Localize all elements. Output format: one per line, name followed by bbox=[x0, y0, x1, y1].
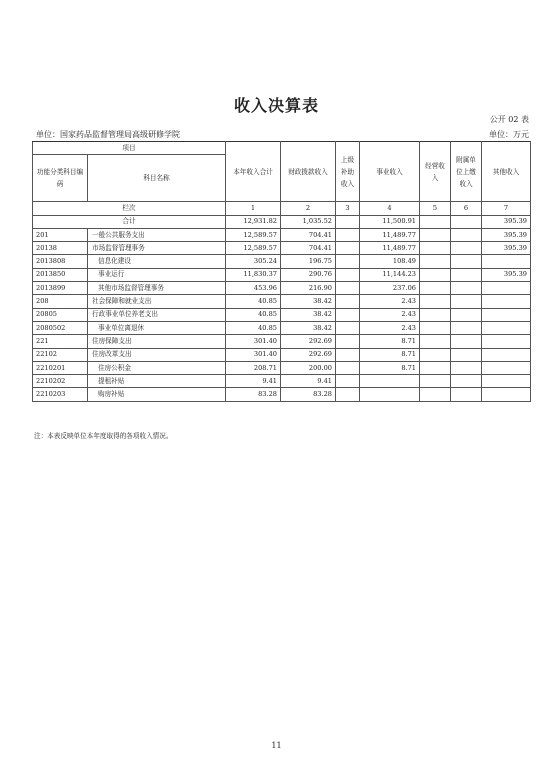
cell-other: 395.39 bbox=[482, 242, 531, 255]
total-label: 合计 bbox=[33, 215, 226, 228]
total-cell-fiscal: 1,035.52 bbox=[281, 215, 336, 228]
cell-name: 购房补贴 bbox=[88, 388, 226, 401]
cell-affiliated bbox=[451, 348, 482, 361]
cell-name: 其他市场监督管理事务 bbox=[88, 282, 226, 295]
cell-other bbox=[482, 282, 531, 295]
cell-code: 20138 bbox=[33, 242, 88, 255]
cell-total: 453.96 bbox=[226, 282, 281, 295]
cell-name: 市场监督管理事务 bbox=[88, 242, 226, 255]
table-row bbox=[33, 348, 531, 361]
cell-code: 201 bbox=[33, 228, 88, 241]
cell-total: 40.85 bbox=[226, 295, 281, 308]
cell-other bbox=[482, 388, 531, 401]
cell-code: 2013850 bbox=[33, 268, 88, 281]
cell-total: 12,589.57 bbox=[226, 228, 281, 241]
cell-operating bbox=[420, 255, 451, 268]
cell-fiscal: 196.75 bbox=[281, 255, 336, 268]
table-row bbox=[33, 308, 531, 321]
cell-business: 8.71 bbox=[360, 348, 420, 361]
cell-other bbox=[482, 308, 531, 321]
cell-total: 301.40 bbox=[226, 348, 281, 361]
cell-operating bbox=[420, 375, 451, 388]
cell-business bbox=[360, 388, 420, 401]
cell-business: 108.49 bbox=[360, 255, 420, 268]
cell-code: 208 bbox=[33, 295, 88, 308]
cell-fiscal: 704.41 bbox=[281, 242, 336, 255]
cell-affiliated bbox=[451, 321, 482, 334]
cell-code: 2210202 bbox=[33, 375, 88, 388]
cell-total: 9.41 bbox=[226, 375, 281, 388]
cell-code: 2210203 bbox=[33, 388, 88, 401]
cell-fiscal: 292.69 bbox=[281, 348, 336, 361]
cell-affiliated bbox=[451, 255, 482, 268]
header-name: 科目名称 bbox=[88, 155, 226, 202]
total-cell-total: 12,931.82 bbox=[226, 215, 281, 228]
cell-operating bbox=[420, 268, 451, 281]
cell-affiliated bbox=[451, 242, 482, 255]
cell-operating bbox=[420, 242, 451, 255]
cell-affiliated bbox=[451, 282, 482, 295]
table-row bbox=[33, 282, 531, 295]
cell-other bbox=[482, 361, 531, 374]
cell-business: 11,489.77 bbox=[360, 242, 420, 255]
cell-total: 40.85 bbox=[226, 308, 281, 321]
cell-business: 8.71 bbox=[360, 335, 420, 348]
cell-operating bbox=[420, 321, 451, 334]
cell-superior bbox=[336, 348, 360, 361]
cell-business: 2.43 bbox=[360, 308, 420, 321]
cell-other: 395.39 bbox=[482, 268, 531, 281]
cell-affiliated bbox=[451, 268, 482, 281]
cell-operating bbox=[420, 388, 451, 401]
cell-superior bbox=[336, 255, 360, 268]
table-row bbox=[33, 295, 531, 308]
cell-business: 8.71 bbox=[360, 361, 420, 374]
cell-name: 住房保障支出 bbox=[88, 335, 226, 348]
cell-superior bbox=[336, 242, 360, 255]
cell-business: 2.43 bbox=[360, 295, 420, 308]
cell-name: 住房改革支出 bbox=[88, 348, 226, 361]
cell-business bbox=[360, 375, 420, 388]
cell-business: 11,489.77 bbox=[360, 228, 420, 241]
column-index-6: 6 bbox=[451, 202, 482, 215]
cell-business: 2.43 bbox=[360, 321, 420, 334]
cell-superior bbox=[336, 388, 360, 401]
cell-operating bbox=[420, 282, 451, 295]
column-index-2: 2 bbox=[281, 202, 336, 215]
cell-superior bbox=[336, 268, 360, 281]
cell-code: 22102 bbox=[33, 348, 88, 361]
cell-name: 行政事业单位养老支出 bbox=[88, 308, 226, 321]
column-index-7: 7 bbox=[482, 202, 531, 215]
total-cell-other: 395.39 bbox=[482, 215, 531, 228]
cell-business: 11,144.23 bbox=[360, 268, 420, 281]
header-business: 事业收入 bbox=[360, 142, 420, 202]
header-operating: 经营收入 bbox=[420, 142, 451, 202]
cell-code: 2013899 bbox=[33, 282, 88, 295]
cell-operating bbox=[420, 228, 451, 241]
cell-code: 20805 bbox=[33, 308, 88, 321]
currency-unit: 单位：万元 bbox=[489, 130, 529, 139]
cell-total: 12,589.57 bbox=[226, 242, 281, 255]
column-index-3: 3 bbox=[336, 202, 360, 215]
cell-affiliated bbox=[451, 308, 482, 321]
table-row bbox=[33, 242, 531, 255]
cell-operating bbox=[420, 308, 451, 321]
cell-superior bbox=[336, 228, 360, 241]
table-row bbox=[33, 388, 531, 401]
cell-total: 208.71 bbox=[226, 361, 281, 374]
cell-other bbox=[482, 375, 531, 388]
table-row bbox=[33, 321, 531, 334]
cell-affiliated bbox=[451, 375, 482, 388]
reporting-unit: 单位：国家药品监督管理局高级研修学院 bbox=[36, 130, 180, 139]
cell-other bbox=[482, 348, 531, 361]
column-index-1: 1 bbox=[226, 202, 281, 215]
header-item: 项目 bbox=[33, 142, 226, 155]
total-cell-operating bbox=[420, 215, 451, 228]
total-cell-superior bbox=[336, 215, 360, 228]
table-row bbox=[33, 255, 531, 268]
cell-superior bbox=[336, 295, 360, 308]
cell-name: 社会保障和就业支出 bbox=[88, 295, 226, 308]
header-other: 其他收入 bbox=[482, 142, 531, 202]
cell-operating bbox=[420, 348, 451, 361]
table-row bbox=[33, 335, 531, 348]
income-table bbox=[32, 141, 531, 402]
cell-fiscal: 38.42 bbox=[281, 295, 336, 308]
cell-code: 221 bbox=[33, 335, 88, 348]
table-note: 注：本表反映单位本年度取得的各项收入情况。 bbox=[34, 432, 173, 440]
cell-fiscal: 38.42 bbox=[281, 308, 336, 321]
cell-operating bbox=[420, 335, 451, 348]
cell-fiscal: 290.76 bbox=[281, 268, 336, 281]
cell-name: 一般公共服务支出 bbox=[88, 228, 226, 241]
total-cell-business: 11,500.91 bbox=[360, 215, 420, 228]
cell-fiscal: 704.41 bbox=[281, 228, 336, 241]
cell-total: 83.28 bbox=[226, 388, 281, 401]
cell-code: 2013808 bbox=[33, 255, 88, 268]
cell-total: 11,830.37 bbox=[226, 268, 281, 281]
cell-superior bbox=[336, 375, 360, 388]
form-number: 公开 02 表 bbox=[489, 115, 529, 124]
cell-code: 2210201 bbox=[33, 361, 88, 374]
page-number: 11 bbox=[271, 741, 282, 750]
header-total: 本年收入合计 bbox=[226, 142, 281, 202]
column-index-label: 栏次 bbox=[33, 202, 226, 215]
cell-superior bbox=[336, 321, 360, 334]
cell-name: 提租补贴 bbox=[88, 375, 226, 388]
table-row bbox=[33, 268, 531, 281]
cell-affiliated bbox=[451, 295, 482, 308]
cell-other bbox=[482, 321, 531, 334]
cell-fiscal: 83.28 bbox=[281, 388, 336, 401]
cell-name: 事业单位离退休 bbox=[88, 321, 226, 334]
cell-total: 40.85 bbox=[226, 321, 281, 334]
cell-affiliated bbox=[451, 388, 482, 401]
cell-fiscal: 216.90 bbox=[281, 282, 336, 295]
cell-superior bbox=[336, 335, 360, 348]
cell-other bbox=[482, 255, 531, 268]
cell-other: 395.39 bbox=[482, 228, 531, 241]
cell-total: 305.24 bbox=[226, 255, 281, 268]
cell-fiscal: 9.41 bbox=[281, 375, 336, 388]
table-row bbox=[33, 375, 531, 388]
cell-affiliated bbox=[451, 335, 482, 348]
cell-name: 信息化建设 bbox=[88, 255, 226, 268]
cell-affiliated bbox=[451, 361, 482, 374]
table-row bbox=[33, 228, 531, 241]
cell-fiscal: 38.42 bbox=[281, 321, 336, 334]
header-code: 功能分类科目编码 bbox=[33, 155, 88, 202]
cell-fiscal: 200.00 bbox=[281, 361, 336, 374]
cell-name: 事业运行 bbox=[88, 268, 226, 281]
cell-other bbox=[482, 335, 531, 348]
cell-superior bbox=[336, 308, 360, 321]
cell-superior bbox=[336, 361, 360, 374]
cell-total: 301.40 bbox=[226, 335, 281, 348]
header-superior: 上级补助收入 bbox=[336, 142, 360, 202]
cell-name: 住房公积金 bbox=[88, 361, 226, 374]
cell-superior bbox=[336, 282, 360, 295]
page-title: 收入决算表 bbox=[233, 96, 319, 115]
cell-business: 237.06 bbox=[360, 282, 420, 295]
table-row bbox=[33, 361, 531, 374]
cell-other bbox=[482, 295, 531, 308]
total-cell-affiliated bbox=[451, 215, 482, 228]
cell-operating bbox=[420, 295, 451, 308]
total-row bbox=[33, 215, 531, 228]
cell-affiliated bbox=[451, 228, 482, 241]
column-index-4: 4 bbox=[360, 202, 420, 215]
column-index-5: 5 bbox=[420, 202, 451, 215]
cell-code: 2080502 bbox=[33, 321, 88, 334]
cell-operating bbox=[420, 361, 451, 374]
header-affiliated: 附属单位上缴收入 bbox=[451, 142, 482, 202]
header-fiscal: 财政拨款收入 bbox=[281, 142, 336, 202]
cell-fiscal: 292.69 bbox=[281, 335, 336, 348]
